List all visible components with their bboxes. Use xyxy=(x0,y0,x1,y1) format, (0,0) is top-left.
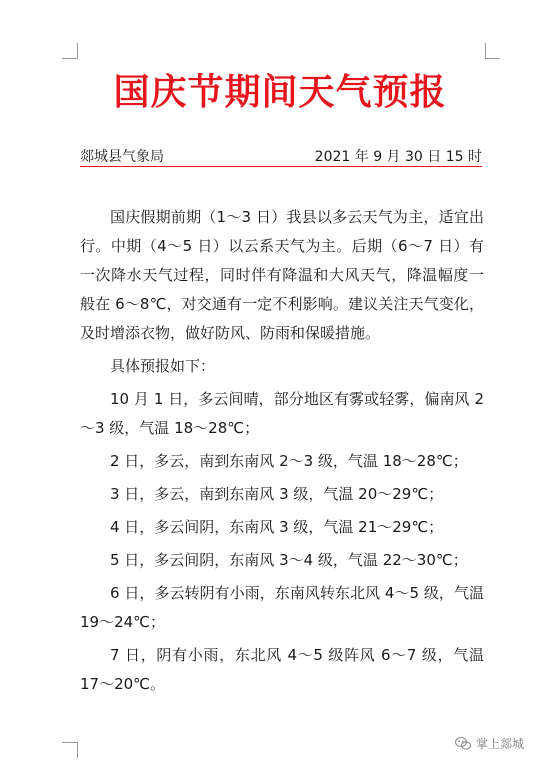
crop-mark-top-left-h xyxy=(62,58,77,59)
document-body xyxy=(80,203,484,703)
forecast-day-2: 2 日，多云，南到东南风 2～3 级，气温 18～28℃； xyxy=(110,452,468,470)
watermark-text: 掌上郯城 xyxy=(476,737,525,751)
header-rule xyxy=(80,166,482,167)
crop-mark-top-left-v xyxy=(77,43,78,59)
forecast-day-5: 5 日，多云间阴，东南风 3～4 级，气温 22～30℃； xyxy=(110,551,468,569)
forecast-day-3: 3 日，多云，南到东南风 3 级，气温 20～29℃； xyxy=(110,485,444,503)
wechat-icon xyxy=(455,737,471,750)
watermark xyxy=(455,735,524,752)
forecast-intro: 具体预报如下： xyxy=(110,357,216,375)
document-meta xyxy=(80,146,482,166)
document-title: 国庆节期间天气预报 xyxy=(113,71,447,113)
summary-paragraph: 国庆假期前期（1～3 日）我县以多云天气为主，适宜出行。中期（4～5 日）以云系天气为主。后期（6～7 日）有一次降水天气过程，同时伴有降温和大风天气，降温幅度一般在 6～8℃，对交通有一定不利影响。建议关注天气变化，及时增添衣物，做好防风、防雨和保暖措施。 xyxy=(80,208,484,342)
crop-mark-bottom-left-h xyxy=(62,742,77,743)
crop-mark-top-right-v xyxy=(485,43,486,59)
forecast-day-4: 4 日，多云间阴，东南风 3 级，气温 21～29℃； xyxy=(110,518,444,536)
issuer-name: 郯城县气象局 xyxy=(80,149,164,165)
forecast-day-7: 7 日，阴有小雨，东北风 4～5 级阵风 6～7 级，气温 17～20℃。 xyxy=(80,646,484,693)
forecast-day-6: 6 日，多云转阴有小雨，东南风转东北风 4～5 级，气温 19～24℃； xyxy=(80,584,484,631)
forecast-day-1: 10 月 1 日，多云间晴，部分地区有雾或轻雾，偏南风 2～3 级，气温 18～28℃； xyxy=(80,390,484,437)
issue-time: 2021 年 9 月 30 日 15 时 xyxy=(314,149,482,165)
crop-mark-bottom-left-v xyxy=(77,742,78,758)
crop-mark-top-right-h xyxy=(485,58,500,59)
